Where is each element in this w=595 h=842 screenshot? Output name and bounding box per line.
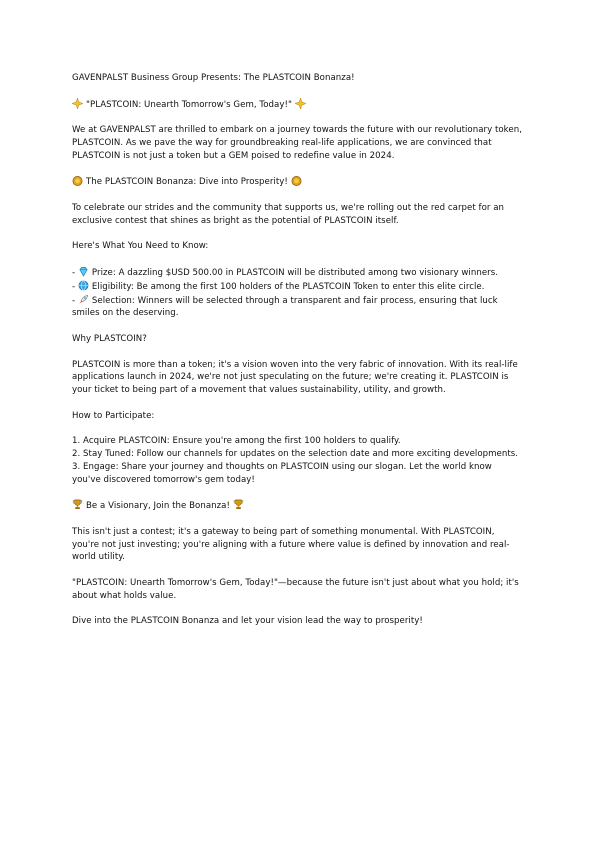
trophy-icon — [72, 499, 83, 510]
list-item: 1. Acquire PLASTCOIN: Ensure you're among the first 100 holders to qualify. — [72, 436, 401, 447]
closing-paragraph: Dive into the PLASTCOIN Bonanza and let your vision lead the way to prosperity! — [72, 616, 423, 627]
trophy-icon — [233, 499, 244, 510]
globe-icon — [78, 280, 89, 291]
how-heading: How to Participate: — [72, 410, 155, 421]
bullet-selection-text: Selection: Winners will be selected through a transparent and fair process, ensuring that luck smiles on the deserving. — [72, 295, 498, 319]
steps-list — [72, 435, 523, 486]
list-item: 2. Stay Tuned: Follow our channels for updates on the selection date and more exciting developments. — [72, 449, 519, 460]
bonanza-heading: The PLASTCOIN Bonanza: Dive into Prosperity! — [86, 177, 288, 188]
sparkle-icon — [72, 98, 83, 109]
celebrate-paragraph: To celebrate our strides and the community that supports us, we're rolling out the red carpet for an exclusive contest that shines as bright as the potential of PLASTCOIN itself. — [72, 202, 505, 226]
intro-paragraph: We at GAVENPALST are thrilled to embark on a journey towards the future with our revolutionary token, PLASTCOIN. As we pave the way for groundbreaking real-life applications, we are convinced that PLASTCOIN is not just a token but a GEM poised to redefine value in 2024. — [72, 125, 522, 161]
list-item — [72, 280, 523, 294]
bullet-prize-text: Prize: A dazzling $USD 500.00 in PLASTCOIN will be distributed among two visionary winners. — [91, 267, 499, 278]
quote-paragraph: "PLASTCOIN: Unearth Tomorrow's Gem, Today!"—because the future isn't just about what you hold; it's about what holds value. — [72, 578, 519, 601]
tagline-line — [72, 98, 523, 112]
medal-icon — [72, 175, 83, 186]
tagline-text: "PLASTCOIN: Unearth Tomorrow's Gem, Today!" — [86, 99, 292, 110]
list-item — [72, 294, 523, 321]
bullet-eligibility-text: Eligibility: Be among the first 100 holders of the PLASTCOIN Token to enter this elite circle. — [91, 281, 485, 292]
bullet-dash: - — [72, 295, 78, 306]
diamond-icon — [78, 266, 89, 277]
list-item: 3. Engage: Share your journey and thoughts on PLASTCOIN using our slogan. Let the world know you've discovered tomorrow's gem today! — [72, 461, 492, 485]
document-body — [72, 72, 523, 641]
sparkle-icon — [295, 98, 306, 109]
bullet-list — [72, 266, 523, 320]
bonanza-heading-line — [72, 175, 523, 189]
document-title: GAVENPALST Business Group Presents: The PLASTCOIN Bonanza! — [72, 73, 355, 83]
why-paragraph: PLASTCOIN is more than a token; it's a vision woven into the very fabric of innovation. With its real-life applications launch in 2024, we're not just speculating on the future; we're creating it. PLASTCOIN is your ticket to being part of a movement that values sustainability, utility, and growth. — [72, 359, 518, 396]
visionary-heading-line — [72, 499, 523, 513]
medal-icon — [291, 175, 302, 186]
bullet-dash: - — [72, 281, 78, 292]
bullet-dash: - — [72, 267, 78, 278]
rocket-icon — [78, 294, 89, 305]
list-item — [72, 266, 523, 280]
visionary-heading: Be a Visionary, Join the Bonanza! — [86, 501, 230, 512]
need-to-know-heading: Here's What You Need to Know: — [72, 241, 209, 252]
contest-paragraph: This isn't just a contest; it's a gateway to being part of something monumental. With PLASTCOIN, you're not just investing; you're aligning with a future where value is defined by innovation and real-world utility. — [72, 526, 510, 563]
why-heading: Why PLASTCOIN? — [72, 333, 147, 344]
